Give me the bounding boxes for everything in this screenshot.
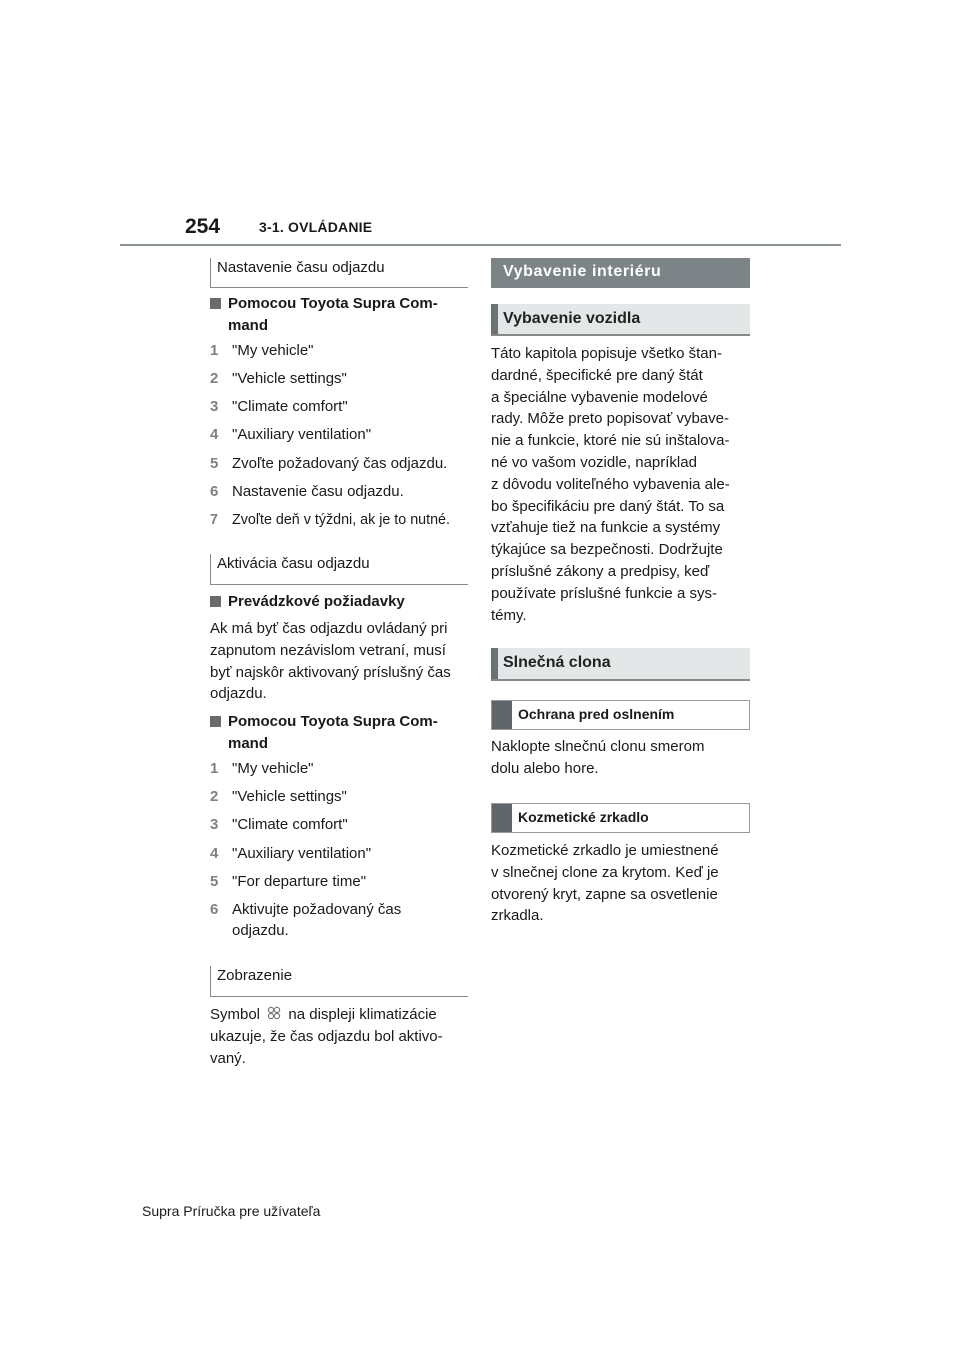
subheading-box-glare-protection [491,700,750,730]
step-number: 3 [210,816,219,833]
square-bullet-icon [210,596,221,607]
step-text: "My vehicle" [232,342,314,359]
square-bullet-icon [210,716,221,727]
text-line: nie a funkcie, ktoré nie sú inštalova- [491,432,730,450]
step-number: 1 [210,760,219,777]
list-item [210,453,468,474]
chapter-title: 3-1. OVLÁDANIE [259,219,373,235]
list-item [210,340,468,361]
text-line: Táto kapitola popisuje všetko štan- [491,345,722,362]
text-line: dardné, špecifické pre daný štát [491,366,703,384]
section-heading-line: Prevádzkové požiadavky [228,593,405,610]
text-line: a špeciálne vybavenie modelové [491,388,708,406]
step-number: 6 [210,901,219,918]
step-number: 3 [210,398,219,415]
list-item [210,843,468,864]
subheading-box-departure-time-setting [210,258,468,288]
step-number: 2 [210,788,219,805]
text-line: týkajúce sa bezpečnosti. Dodržujte [491,541,723,559]
chapter-heading-interior [491,258,750,288]
section-heading-requirements [210,591,468,613]
subheading-label: Aktivácia času odjazdu [217,555,370,572]
list-item [210,424,468,445]
section-heading-vehicle-equipment [491,304,750,336]
subheading-label: Ochrana pred oslnením [518,706,675,722]
step-number: 6 [210,483,219,500]
step-number: 2 [210,370,219,387]
subheading-box-display [210,966,468,997]
step-number: 5 [210,873,219,890]
text-line: dolu alebo hore. [491,759,599,777]
text-line: témy. [491,606,527,624]
text-line: rady. Môže preto popisovať vybave- [491,410,729,428]
text-line: zapnutom nezávislom vetraní, musí [210,641,446,659]
step-number: 1 [210,342,219,359]
text-line: bo špecifikáciu pre daný štát. To sa [491,497,725,515]
text-line: Naklopte slnečnú clonu smerom [491,738,705,755]
display-paragraph [210,1004,472,1069]
section-heading-line: mand [228,735,269,752]
step-text: Zvoľte požadovaný čas odjazdu. [232,455,448,472]
subheading-label: Zobrazenie [217,967,293,984]
text-line: z dôvodu voliteľného vybavenia ale- [491,475,730,493]
heading-accent-bar [491,304,498,334]
chapter-heading-label: Vybavenie interiéru [503,263,662,280]
step-text: "For departure time" [232,873,367,890]
subheading-box-activation [210,554,468,585]
step-text: "My vehicle" [232,760,314,777]
list-item [210,786,468,807]
square-bullet-icon [210,298,221,309]
footer-text: Supra Príručka pre užívateľa [142,1203,321,1219]
step-number: 4 [210,426,219,443]
page-number: 254 [185,215,221,238]
text-line: otvorený kryt, zapne sa osvetlenie [491,885,718,903]
subheading-label: Kozmetické zrkadlo [518,809,649,825]
list-item [210,758,468,779]
text-line [210,1004,472,1026]
header-rule [120,244,841,246]
text-line: v slnečnej clone za krytom. Keď je [491,863,719,881]
step-text: Nastavenie času odjazdu. [232,483,404,500]
step-text: odjazdu. [232,922,289,939]
subheading-box-vanity-mirror [491,803,750,833]
section-heading-line: mand [228,317,269,334]
glare-paragraph [491,736,755,780]
section-heading-label: Slnečná clona [503,654,611,671]
requirements-paragraph [210,618,472,705]
step-text: "Auxiliary ventilation" [232,426,372,443]
text-line: byť najskôr aktivovaný príslušný čas [210,663,451,681]
departure-time-symbol-icon [266,1005,282,1021]
text-line: vaný. [210,1049,246,1067]
section-heading-supra-command-2 [210,711,468,755]
subheading-label: Nastavenie času odjazdu [217,259,385,276]
step-text: "Vehicle settings" [232,788,347,805]
list-item [210,871,468,892]
list-item [210,368,468,389]
list-item [210,396,468,417]
step-number: 4 [210,845,219,862]
step-text: "Auxiliary ventilation" [232,845,372,862]
list-item [210,481,468,502]
text-line: odjazdu. [210,685,267,703]
section-heading-line: Pomocou Toyota Supra Com- [228,295,438,312]
step-text: Aktivujte požadovaný čas [232,901,402,918]
text-line: Kozmetické zrkadlo je umiestnené [491,842,719,859]
step-number: 5 [210,455,219,472]
text-line: používate príslušné funkcie a sys- [491,584,717,602]
list-item [210,814,468,835]
step-number: 7 [210,512,218,528]
text-line: né vo vašom vozidle, napríklad [491,453,697,471]
text-line: vzťahuje tiež na funkcie a systémy [491,519,721,537]
text-line: ukazuje, že čas odjazdu bol aktivo- [210,1027,443,1045]
text-line: Ak má byť čas odjazdu ovládaný pri [210,620,448,637]
text-line: príslušné zákony a predpisy, keď [491,562,710,580]
step-text: "Climate comfort" [232,398,348,415]
text-line: zrkadla. [491,907,544,925]
intro-paragraph [491,343,755,626]
section-heading-label: Vybavenie vozidla [503,310,641,327]
section-heading-line: Pomocou Toyota Supra Com- [228,713,438,730]
section-heading-supra-command [210,293,468,337]
list-item [210,899,468,941]
text-fragment: na displeji klimatizácie [288,1006,437,1023]
section-heading-sun-visor [491,648,750,681]
heading-accent-bar [492,701,512,729]
step-text: "Climate comfort" [232,816,348,833]
list-item [210,510,472,531]
heading-accent-bar [492,804,512,832]
heading-accent-bar [491,648,498,679]
step-text: "Vehicle settings" [232,370,347,387]
mirror-paragraph [491,840,755,927]
step-text: Zvoľte deň v týždni, ak je to nutné. [232,512,450,528]
text-fragment: Symbol [210,1006,261,1023]
